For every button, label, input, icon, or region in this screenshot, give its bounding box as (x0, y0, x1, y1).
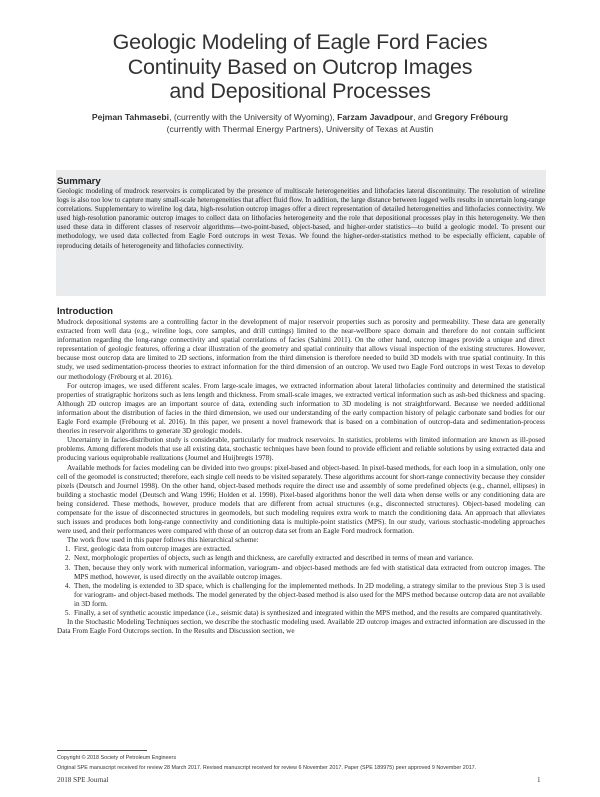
journal-footer: 2018 SPE Journal (57, 776, 109, 784)
introduction-heading: Introduction (57, 306, 113, 317)
workflow-step-3: 3. Then, because they only work with numerical information, variogram- and object-based methods are fed with statistical data extracted from outcrop images. The MPS method, however, is used directly on the available outcrop images. (72, 564, 545, 582)
intro-paragraph-2: For outcrop images, we used different scales. From large-scale images, we extracted information about lateral lithofacies continuity and determined the statistical properties of stratigraphic horizons such as lens length and thickness. From small-scale images, we extracted vertical information such as ash-bed thickness and spacing. Although 2D outcrop images are an important source of data, extending such information to 3D modeling is not straightforward. Because we needed additional information about the distribution of facies in the third dimension, we used our understanding of the early compaction history of pelagic carbonate sand bodies for our Eagle Ford example (Frébourg et al. 2016). In this paper, we present a novel framework that is based on a combination of outcrop-data and sedimentation-process theories in reservoir algorithms to generate 3D geologic models. (57, 381, 545, 436)
title-line-3: and Depositional Processes (169, 79, 431, 103)
author-3: Gregory Frébourg (434, 112, 509, 122)
intro-paragraph-6: In the Stochastic Modeling Techniques section, we describe the stochastic modeling used. Available 2D outcrop images and extracted information are discussed in the Data From Eagle Ford Outcrops section. In the Results and Discussion section, we (57, 618, 545, 636)
authors-line-2: (currently with Thermal Energy Partners), University of Texas at Austin (166, 124, 434, 134)
introduction-body (57, 318, 545, 636)
author-1-affiliation: , (currently with the University of Wyoming), (169, 112, 338, 122)
summary-paragraph: Geologic modeling of mudrock reservoirs is complicated by the presence of multiscale heterogeneities and lithofacies lateral discontinuity. The resolution of wireline logs is also too low to capture many small-scale heterogeneities that affect fluid flow. In addition, the large distance between logged wells results in uncertain long-range correlations. Supplementary to wireline log data, high-resolution outcrop images offer a direct representation of detailed heterogeneities and lithofacies connectivity. We used high-resolution panoramic outcrop images to collect data on lithofacies heterogeneity and the role that depositional processes play in this heterogeneity. We then used these data in different classes of reservoir algorithms—two-point-based, object-based, and higher-order statistics—to build a geologic model. To present our methodology, we used data collected from Eagle Ford outcrops in west Texas. We found the higher-order-statistics method to be especially efficient, capable of reproducing details of heterogeneity and lithofacies connectivity. (57, 187, 545, 250)
intro-paragraph-4: Available methods for facies modeling can be divided into two groups: pixel-based and object-based. In pixel-based methods, for each loop in a simulation, only one cell of the geomodel is constructed; therefore, each single cell needs to be visited separately. These algorithms account for short-range connectivity because they consider pixels (Deutsch and Journel 1998). On the other hand, object-based methods require the direct use and assembly of some predefined objects (e.g., channel, ellipses) in building a stochastic model (Deutsch and Wang 1996; Holden et al. 1998). Pixel-based algorithms honor the well data when dense wells or any conditioning data are being considered. These methods, however, produce models that are different from actual structures (e.g., disconnected structures). Object-based modeling can compensate for the issue of disconnected structures in geomodels, but such modeling requires extra work to match the conditioning data. An approach that alleviates such issues and produces both long-range connectivity and conditioning data is multiple-point statistics (MPS). In our study, various stochastic-modeling approaches were used, and their performances were compared with those of an outcrop data set from an Eagle Ford mudrock formation. (57, 463, 545, 536)
intro-paragraph-1: Mudrock depositional systems are a controlling factor in the development of major reservoir properties such as porosity and permeability. These data are generally extracted from well data (e.g., wireline logs, core samples, and drill cuttings) limited to the near-wellbore space domain and therefore do not contain sufficient information regarding the long-range connectivity and spatial correlations of facies (Sahimi 2011). On the other hand, outcrop images provide a unique and direct representation of geologic features, offering a clear illustration of the geometry and spatial continuity that allows visual inspection of the existing structures. However, because most outcrop data are limited to 2D sections, information from the third dimension is therefore needed to build 3D models with true spatial continuity. In this study, we used sedimentation-process theories to extract information for the third dimension of an outcrop. We used two Eagle Ford outcrops in west Texas to develop our methodology (Frébourg et al. 2016). (57, 318, 545, 381)
workflow-list (57, 545, 545, 618)
title-line-1: Geologic Modeling of Eagle Ford Facies (112, 30, 488, 54)
paper-title (40, 30, 560, 104)
intro-paragraph-3: Uncertainty in facies-distribution study is considerable, particularly for mudrock reservoirs. In statistics, problems with limited information are known as ill-posed problems. Among different models that use all existing data, stochastic techniques have been found to provide efficient and reliable solutions by using extracted data and producing various equiprobable realizations (Journel and Huijbregts 1978). (57, 436, 545, 463)
intro-paragraph-5: The work flow used in this paper follows this hierarchical scheme: (67, 536, 259, 545)
workflow-step-4: 4. Then, the modeling is extended to 3D space, which is challenging for the implemented methods. In 2D modeling, a strategy similar to the previous Step 3 is used for variogram- and object-based methods. The model generated by the object-based method is also used for the MPS method because outcrop data are not available in 3D form. (72, 582, 545, 609)
workflow-step-2: 2. Next, morphologic properties of objects, such as length and thickness, are carefully extracted and described in terms of mean and variance. (72, 554, 545, 563)
author-separator: , and (413, 112, 435, 122)
title-line-2: Continuity Based on Outcrop Images (127, 54, 473, 79)
manuscript-history-note: Original SPE manuscript received for review 28 March 2017. Revised manuscript received for review 6 November 2017. Paper (SPE 189975) peer approved 9 November 2017. (57, 765, 477, 771)
summary-heading: Summary (57, 176, 101, 187)
copyright-note: Copyright © 2018 Society of Petroleum Engineers (57, 755, 177, 761)
page-number: 1 (537, 776, 541, 784)
authors-line-1 (50, 111, 550, 123)
author-1: Pejman Tahmasebi (91, 112, 170, 122)
workflow-step-5: 5. Finally, a set of synthetic acoustic impedance (i.e., seismic data) is synthesized and integrated within the MPS method, and the results are compared quantitatively. (72, 609, 545, 618)
author-block (50, 111, 550, 135)
footnote-rule (57, 750, 147, 751)
summary-body (57, 187, 545, 251)
workflow-step-1: 1. First, geologic data from outcrop images are extracted. (72, 545, 545, 554)
author-2: Farzam Javadpour (337, 112, 414, 122)
